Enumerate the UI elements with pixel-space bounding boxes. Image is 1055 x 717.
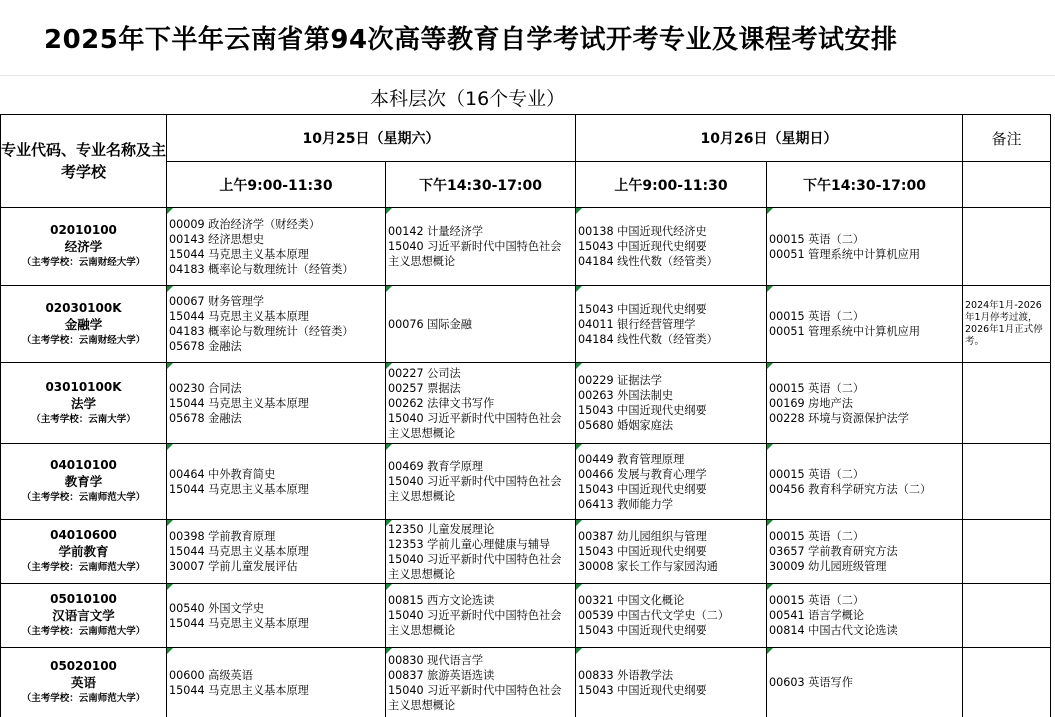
level-label: 本科层次（16个专业） [370,88,566,110]
course-line: 05678 金融法 [169,411,242,425]
course-line: 15040 习近平新时代中国特色社会 [388,683,562,697]
course-line: 00540 外国文学史 [169,601,265,615]
course-line: 00600 高级英语 [169,668,253,682]
major-name: 英语 [70,675,96,690]
major-cell[interactable] [1,363,167,444]
major-name: 金融学 [64,316,103,332]
course-line: 主义思想概论 [388,255,456,268]
course-cell-d1pm[interactable] [386,208,576,286]
course-line: 主义思想概论 [388,426,456,440]
course-line: 00015 英语（二） [769,381,865,395]
note-cell[interactable] [963,520,1051,584]
course-line: 00051 管理系统中计算机应用 [769,325,921,338]
course-line: 00466 发展与教育心理学 [578,467,707,481]
course-line: 15040 习近平新时代中国特色社会 [388,609,562,622]
major-row [1,648,1051,717]
course-line: 15043 中国近现代史纲要 [578,624,707,637]
course-line: 00009 政治经济学（财经类） [169,217,321,231]
course-line: 00138 中国近现代经济史 [578,225,707,238]
major-school: （主考学校：云南师范大学） [21,693,146,704]
course-cell-d2pm[interactable] [767,648,963,717]
course-line: 15043 中国近现代史纲要 [578,545,707,558]
major-code: 04010600 [50,528,117,542]
course-line: 00830 现代语言学 [388,653,484,667]
major-row [1,520,1051,584]
course-cell-d2pm[interactable] [767,520,963,584]
course-line: 00833 外语教学法 [578,668,674,682]
course-line: 15044 马克思主义基本原理 [169,247,309,261]
note-cell[interactable] [963,208,1051,286]
course-line: 12350 儿童发展理论 [388,522,495,536]
major-school: （主考学校：云南师范大学） [21,626,146,637]
course-line: 15043 中国近现代史纲要 [578,404,707,417]
major-code: 02030100K [45,300,122,315]
course-line: 00262 法律文书写作 [388,396,495,410]
course-line: 30009 幼儿园班级管理 [769,560,887,573]
course-line: 15043 中国近现代史纲要 [578,482,707,496]
major-cell[interactable] [1,444,167,520]
course-line: 00837 旅游英语选读 [388,668,495,682]
course-line: 00143 经济思想史 [169,232,265,246]
course-line: 15040 习近平新时代中国特色社会 [388,411,562,425]
major-school: （主考学校：云南师范大学） [21,492,146,503]
major-code: 02010100 [50,223,117,237]
course-line: 15044 马克思主义基本原理 [169,683,309,697]
major-school: （主考学校：云南师范大学） [21,562,146,573]
course-line: 15044 马克思主义基本原理 [169,482,309,496]
course-line: 06413 教师能力学 [578,497,674,511]
major-code: 03010100K [45,379,122,394]
course-cell-d2am[interactable] [576,520,767,584]
major-row [1,363,1051,444]
course-line: 00142 计量经济学 [388,225,484,238]
major-cell[interactable] [1,648,167,717]
major-name: 汉语言文学 [52,608,115,623]
day2-am-header[interactable]: 上午9:00-11:30 [576,162,767,208]
day1-header[interactable]: 10月25日（星期六） [167,115,576,162]
course-cell-d1pm[interactable] [386,363,576,444]
course-cell-d2am[interactable] [576,648,767,717]
course-line: 15040 习近平新时代中国特色社会 [388,475,562,488]
course-line: 主义思想概论 [388,490,456,503]
major-school: （主考学校：云南大学） [31,413,136,425]
major-name: 经济学 [64,239,103,254]
course-cell-d1pm[interactable] [386,648,576,717]
major-code: 05020100 [50,659,117,673]
course-line: 15044 马克思主义基本原理 [169,545,309,558]
note-cell[interactable] [963,444,1051,520]
major-school: （主考学校：云南财经大学） [21,257,146,268]
level-row [0,75,1055,113]
course-line: 主义思想概论 [388,624,456,637]
course-line: 15040 习近平新时代中国特色社会 [388,240,562,253]
course-line: 00169 房地产法 [769,396,853,410]
course-line: 30007 学前儿童发展评估 [169,560,298,573]
course-cell-d2am[interactable] [576,584,767,648]
course-line: 03657 学前教育研究方法 [769,545,898,558]
course-cell-d1am[interactable] [167,648,386,717]
course-line: 00228 环境与资源保护法学 [769,411,909,425]
course-cell-d2pm[interactable] [767,286,963,363]
course-line: 00229 证据法学 [578,374,662,387]
course-cell-d2am[interactable] [576,286,767,363]
course-line: 04184 线性代数（经管类） [578,255,718,268]
course-cell-d1am[interactable] [167,520,386,584]
course-cell-d2pm[interactable] [767,444,963,520]
course-line: 00449 教育管理原理 [578,452,685,466]
page-title: 2025年下半年云南省第94次高等教育自学考试开考专业及课程考试安排 [44,25,898,55]
course-line: 04011 银行经营管理学 [578,317,696,331]
course-line: 00398 学前教育原理 [169,530,276,543]
course-line: 00321 中国文化概论 [578,594,685,607]
day1-pm-header[interactable]: 下午14:30-17:00 [386,162,576,208]
major-cell[interactable] [1,208,167,286]
major-row [1,286,1051,363]
major-cell[interactable] [1,584,167,648]
major-row [1,444,1051,520]
note-cell[interactable] [963,648,1051,717]
course-line: 00227 公司法 [388,366,461,380]
course-line: 15043 中国近现代史纲要 [578,683,707,697]
major-name: 教育学 [64,474,103,489]
note-line: 年1月停考过渡， [965,312,1038,323]
course-line: 00464 中外教育简史 [169,467,276,481]
note-header[interactable]: 备注 [963,115,1051,162]
course-line: 15040 习近平新时代中国特色社会 [388,552,562,566]
course-line: 00015 英语（二） [769,310,865,323]
course-line: 主义思想概论 [388,567,456,581]
course-line: 05678 金融法 [169,340,242,353]
course-line: 15043 中国近现代史纲要 [578,302,707,316]
course-cell-d1am[interactable] [167,363,386,444]
note-cell[interactable] [963,363,1051,444]
major-cell[interactable] [1,520,167,584]
course-line: 00469 教育学原理 [388,460,484,473]
major-cell[interactable] [1,286,167,363]
course-cell-d2pm[interactable] [767,208,963,286]
major-school: （主考学校：云南财经大学） [21,334,146,346]
course-line: 主义思想概论 [388,698,456,712]
day2-pm-header[interactable]: 下午14:30-17:00 [767,162,963,208]
course-cell-d1pm[interactable] [386,584,576,648]
major-row [1,208,1051,286]
course-line: 00456 教育科学研究方法（二） [769,482,932,496]
course-line: 00230 合同法 [169,381,242,395]
course-line: 00015 英语（二） [769,530,865,543]
course-cell-d1am[interactable] [167,444,386,520]
course-line: 15044 马克思主义基本原理 [169,310,309,323]
course-line: 04184 线性代数（经管类） [578,332,718,346]
course-cell-d1pm[interactable] [386,444,576,520]
course-cell-d2pm[interactable] [767,584,963,648]
note-line: 2024年1月-2026 [965,300,1042,311]
course-cell-d2am[interactable] [576,208,767,286]
course-line: 00387 幼儿园组织与管理 [578,530,707,543]
note-cell[interactable] [963,584,1051,648]
course-line: 00263 外国法制史 [578,389,674,402]
course-line: 15044 马克思主义基本原理 [169,616,309,630]
major-column-header[interactable]: 专业代码、专业名称及主考学校 [1,115,167,208]
course-line: 15043 中国近现代史纲要 [578,240,707,253]
course-line: 00015 英语（二） [769,467,865,481]
course-line: 15044 马克思主义基本原理 [169,396,309,410]
course-line: 00603 英语写作 [769,676,853,689]
course-line: 00541 语言学概论 [769,609,865,622]
course-line: 00539 中国古代文学史（二） [578,609,730,622]
course-line: 05680 婚姻家庭法 [578,419,674,432]
note-cell[interactable] [963,286,1051,363]
course-cell-d1am[interactable] [167,584,386,648]
major-code: 04010100 [50,458,117,472]
course-line: 00067 财务管理学 [169,295,265,308]
day2-header[interactable]: 10月26日（星期日） [576,115,963,162]
course-cell-d1am[interactable] [167,286,386,363]
note-subheader[interactable] [963,162,1051,208]
course-line: 04183 概率论与数理统计（经管类） [169,325,354,338]
course-line: 12353 学前儿童心理健康与辅导 [388,537,551,551]
note-line: 停考。 [965,324,1043,347]
course-line: 00015 英语（二） [769,232,865,246]
course-line: 04183 概率论与数理统计（经管类） [169,262,354,276]
course-cell-d1pm[interactable] [386,286,576,363]
course-cell-d1am[interactable] [167,208,386,286]
course-line: 00076 国际金融 [388,317,472,331]
schedule-table [0,114,1051,717]
course-line: 30008 家长工作与家园沟通 [578,560,718,573]
major-name: 法学 [70,395,96,411]
note-line: 2026年1月正式 [965,324,1034,335]
course-line: 00257 票据法 [388,381,461,395]
course-line: 00015 英语（二） [769,594,865,607]
course-line: 00051 管理系统中计算机应用 [769,247,921,261]
major-code: 05010100 [50,592,117,606]
course-line: 00814 中国古代文论选读 [769,624,898,637]
course-cell-d2pm[interactable] [767,363,963,444]
course-cell-d2am[interactable] [576,444,767,520]
course-line: 00815 西方文论选读 [388,594,495,607]
day1-am-header[interactable]: 上午9:00-11:30 [167,162,386,208]
major-name: 学前教育 [58,544,109,559]
header-row-days [1,115,1051,162]
major-row [1,584,1051,648]
course-cell-d1pm[interactable] [386,520,576,584]
course-cell-d2am[interactable] [576,363,767,444]
